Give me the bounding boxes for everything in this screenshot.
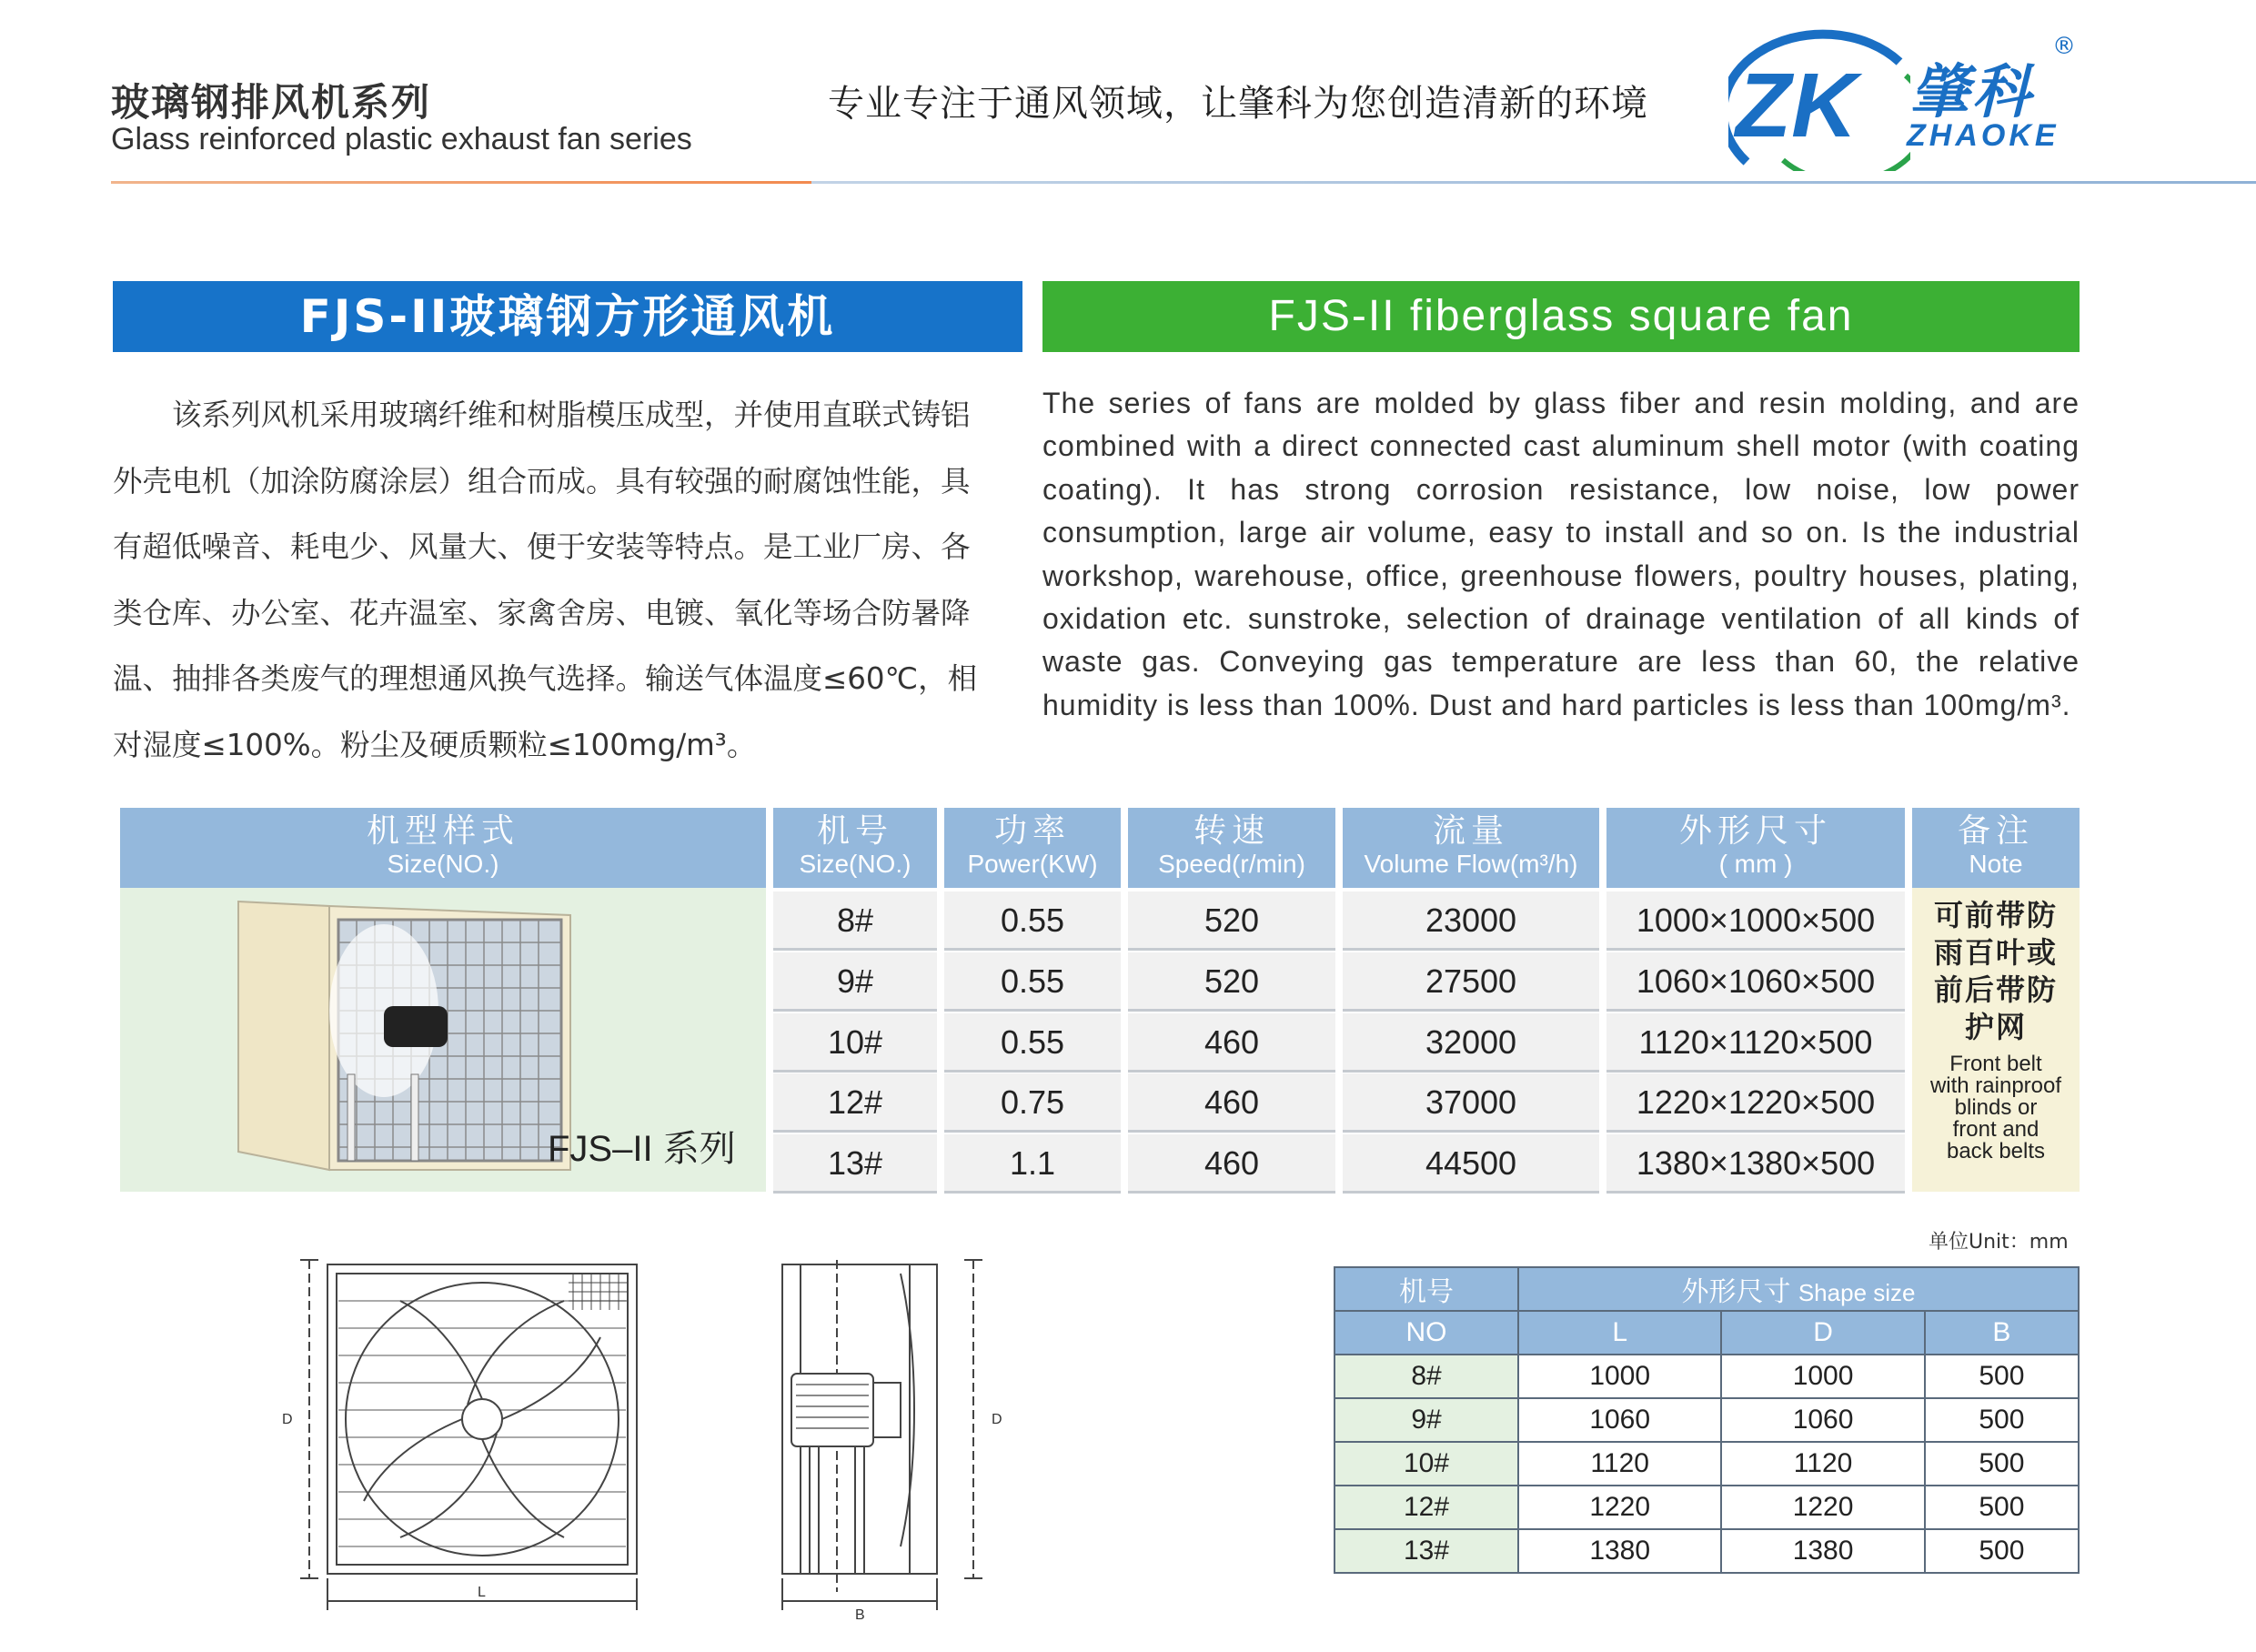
cell-no: 12# xyxy=(773,1073,937,1133)
cell-flow: 27500 xyxy=(1343,952,1599,1012)
header-note-en: Note xyxy=(1969,850,2023,878)
header-size-en: ( mm ) xyxy=(1718,850,1793,878)
dim-cell-no: 13# xyxy=(1334,1529,1518,1573)
description-cn-line: 类仓库、办公室、花卉温室、家禽舍房、电镀、氧化等场合防暑降 xyxy=(113,595,971,630)
dim-header-no-cn: 机号 xyxy=(1334,1267,1518,1311)
header-note xyxy=(1912,808,2080,888)
cell-no: 10# xyxy=(773,1013,937,1073)
front-dim-l: L xyxy=(478,1585,486,1600)
note-en-line: back belts xyxy=(1946,1139,2046,1163)
description-cn-line: 该系列风机采用玻璃纤维和树脂模压成型，并使用直联式铸铝 xyxy=(113,398,971,432)
side-dim-d: D xyxy=(992,1412,1002,1427)
cell-size: 1060×1060×500 xyxy=(1606,952,1905,1012)
dim-table-row xyxy=(1334,1398,2079,1442)
dim-cell-l: 1060 xyxy=(1518,1398,1721,1442)
description-cn-line: 温、抽排各类废气的理想通风换气选择。输送气体温度≤60℃，相 xyxy=(113,661,978,696)
dim-cell-b: 500 xyxy=(1925,1398,2079,1442)
logo-name-cn: 肇科 xyxy=(1910,59,2034,126)
product-image-cell xyxy=(120,888,766,1192)
dim-cell-d: 1380 xyxy=(1721,1529,1924,1573)
dim-cell-no: 10# xyxy=(1334,1442,1518,1486)
dim-cell-d: 1000 xyxy=(1721,1355,1924,1398)
unit-label: 单位Unit：mm xyxy=(1929,1231,2069,1254)
dim-cell-no: 8# xyxy=(1334,1355,1518,1398)
dim-table-row xyxy=(1334,1486,2079,1529)
dim-header-size xyxy=(1518,1267,2079,1311)
dim-table-row xyxy=(1334,1529,2079,1573)
header-no xyxy=(773,808,937,888)
side-view-drawing xyxy=(764,1246,1010,1628)
dim-cell-b: 500 xyxy=(1925,1486,2079,1529)
dim-header-no-en: NO xyxy=(1334,1311,1518,1355)
dim-header-b: B xyxy=(1925,1311,2079,1355)
cell-size: 1220×1220×500 xyxy=(1606,1073,1905,1133)
cell-power: 1.1 xyxy=(944,1134,1121,1194)
note-en-line: with rainproof xyxy=(1929,1073,2062,1098)
dim-cell-l: 1000 xyxy=(1518,1355,1721,1398)
cell-flow: 23000 xyxy=(1343,891,1599,951)
cell-speed: 460 xyxy=(1128,1073,1335,1133)
header-model-cn: 机型样式 xyxy=(366,812,519,850)
cell-no: 9# xyxy=(773,952,937,1012)
cell-power: 0.55 xyxy=(944,891,1121,951)
description-cn-line: 有超低噪音、耗电少、风量大、便于安装等特点。是工业厂房、各 xyxy=(113,529,971,564)
header-power-cn: 功率 xyxy=(993,812,1071,850)
note-cn-line: 雨百叶或 xyxy=(1933,935,2058,970)
description-cn-line: 对湿度≤100%。粉尘及硬质颗粒≤100mg/m³。 xyxy=(113,727,757,762)
header-flow xyxy=(1343,808,1599,888)
dim-table-row xyxy=(1334,1355,2079,1398)
header-size-cn: 外形尺寸 xyxy=(1678,812,1832,850)
note-cn-line: 可前带防 xyxy=(1933,898,2058,932)
dim-cell-l: 1380 xyxy=(1518,1529,1721,1573)
header-no-en: Size(NO.) xyxy=(799,850,911,878)
cell-no: 13# xyxy=(773,1134,937,1194)
cell-flow: 44500 xyxy=(1343,1134,1599,1194)
model-series-label: FJS–II 系列 xyxy=(548,1129,736,1169)
dim-cell-no: 9# xyxy=(1334,1398,1518,1442)
cell-power: 0.55 xyxy=(944,1013,1121,1073)
note-en xyxy=(1912,1053,2080,1163)
dim-cell-b: 500 xyxy=(1925,1442,2079,1486)
dim-cell-l: 1120 xyxy=(1518,1442,1721,1486)
front-dim-d: D xyxy=(282,1412,293,1427)
header-flow-en: Volume Flow(m³/h) xyxy=(1364,850,1578,878)
note-cell xyxy=(1912,888,2080,1192)
header-flow-cn: 流量 xyxy=(1432,812,1509,850)
header-divider-blue xyxy=(811,181,2256,184)
slogan: 专业专注于通风领域，让肇科为您创造清新的环境 xyxy=(828,83,1648,125)
cell-size: 1120×1120×500 xyxy=(1606,1013,1905,1073)
dim-header-l: L xyxy=(1518,1311,1721,1355)
note-en-line: blinds or xyxy=(1954,1095,2038,1120)
cell-speed: 520 xyxy=(1128,952,1335,1012)
fan-product-image xyxy=(211,897,575,1188)
title-bar-en: FJS-II fiberglass square fan xyxy=(1042,281,2080,352)
note-cn-line: 前后带防 xyxy=(1933,972,2058,1007)
zk-logo-icon xyxy=(1728,25,1910,171)
header-power xyxy=(944,808,1121,888)
header-note-cn: 备注 xyxy=(1957,812,2034,850)
zhaoke-logo xyxy=(1728,25,2083,171)
header-power-en: Power(KW) xyxy=(967,850,1098,878)
header-no-cn: 机号 xyxy=(816,812,893,850)
registered-mark: ® xyxy=(2052,33,2076,60)
description-en: The series of fans are molded by glass fiber and resin molding, and are combined with a direct connected cast aluminum shell motor (with coating coating). It has strong corrosion resistance, low noise, low power consumption, large air volume, easy to install and so on. Is the industrial workshop, warehouse, office, greenhouse flowers, poultry houses, plating, oxidation etc. sunstroke, selection of drainage ventilation of all kinds of waste gas. Conveying gas temperature are less than 60, the relative humidity is less than 100%. Dust and hard particles is less than 100mg/m³. xyxy=(1042,387,2080,721)
note-cn xyxy=(1912,897,2080,1046)
logo-name-en: ZHAOKE xyxy=(1907,118,2060,153)
cell-size: 1380×1380×500 xyxy=(1606,1134,1905,1194)
description-cn xyxy=(113,382,1022,778)
dim-cell-b: 500 xyxy=(1925,1529,2079,1573)
dim-table-row xyxy=(1334,1442,2079,1486)
description-cn-line: 外壳电机（加涂防腐涂层）组合而成。具有较强的耐腐蚀性能，具 xyxy=(113,463,971,499)
dim-header-size-en: Shape size xyxy=(1798,1279,1916,1306)
header-model xyxy=(120,808,766,888)
side-dim-b: B xyxy=(855,1607,865,1623)
dim-cell-d: 1120 xyxy=(1721,1442,1924,1486)
cell-flow: 32000 xyxy=(1343,1013,1599,1073)
dimension-table xyxy=(1334,1266,2080,1574)
header-speed-cn: 转速 xyxy=(1193,812,1270,850)
dim-cell-d: 1060 xyxy=(1721,1398,1924,1442)
note-cn-line: 护网 xyxy=(1964,1010,2027,1044)
logo-mark-text: ZK xyxy=(1736,55,1858,156)
header-speed-en: Speed(r/min) xyxy=(1158,850,1305,878)
dim-cell-no: 12# xyxy=(1334,1486,1518,1529)
front-view-drawing xyxy=(273,1246,655,1628)
note-en-line: front and xyxy=(1952,1117,2039,1142)
header-size xyxy=(1606,808,1905,888)
dim-cell-l: 1220 xyxy=(1518,1486,1721,1529)
header-speed xyxy=(1128,808,1335,888)
header-model-en: Size(NO.) xyxy=(387,850,499,878)
dim-cell-b: 500 xyxy=(1925,1355,2079,1398)
cell-speed: 460 xyxy=(1128,1134,1335,1194)
cell-flow: 37000 xyxy=(1343,1073,1599,1133)
cell-speed: 520 xyxy=(1128,891,1335,951)
cell-size: 1000×1000×500 xyxy=(1606,891,1905,951)
header-divider-orange xyxy=(111,181,811,184)
dim-header-size-cn: 外形尺寸 xyxy=(1681,1277,1791,1307)
dim-header-d: D xyxy=(1721,1311,1924,1355)
series-title-cn: 玻璃钢排风机系列 xyxy=(111,80,432,125)
note-en-line: Front belt xyxy=(1949,1052,2042,1076)
dim-rows xyxy=(1334,1355,2079,1573)
title-bar-cn: FJS-II玻璃钢方形通风机 xyxy=(113,281,1022,352)
series-title-en: Glass reinforced plastic exhaust fan series xyxy=(111,122,692,156)
cell-power: 0.55 xyxy=(944,952,1121,1012)
cell-power: 0.75 xyxy=(944,1073,1121,1133)
cell-no: 8# xyxy=(773,891,937,951)
cell-speed: 460 xyxy=(1128,1013,1335,1073)
spec-table xyxy=(120,808,2080,1192)
dim-cell-d: 1220 xyxy=(1721,1486,1924,1529)
